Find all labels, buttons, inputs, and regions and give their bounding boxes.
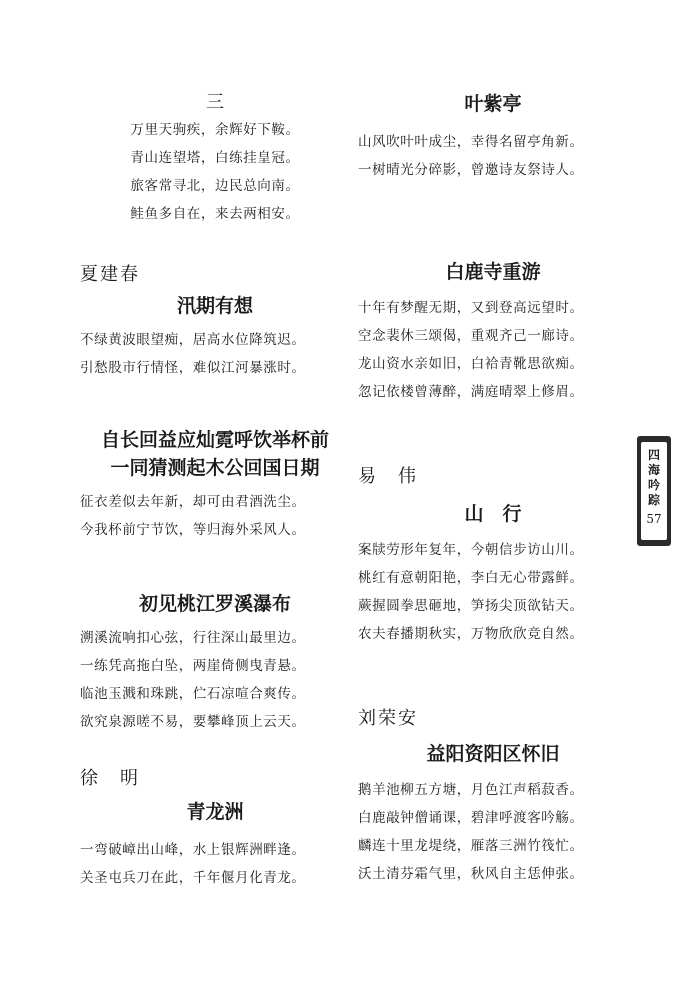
- poem-title: 三: [206, 92, 224, 113]
- poem-yezi: [358, 90, 628, 184]
- poem-line: 引愁股市行情怪，难似江河暴涨时。: [80, 360, 306, 376]
- author-name: 易 伟: [358, 466, 418, 487]
- poem-title-line: 自长回益应灿霓呼饮举杯前: [100, 429, 329, 451]
- poem-title: 山 行: [464, 503, 522, 525]
- poem-line: 农夫春播期秋实，万物欣欣竞自然。: [358, 626, 584, 642]
- poem-title: 青龙洲: [186, 801, 244, 823]
- poem-bailu: [358, 258, 628, 406]
- poem-line: 青山连望塔，白练挂皇冠。: [130, 150, 300, 166]
- poem-xunqi: [80, 292, 350, 382]
- poem-lines: [80, 326, 350, 382]
- poem-line: 空念裴休三颂偈，重观齐己一廊诗。: [358, 328, 584, 344]
- poem-lines: [358, 776, 628, 888]
- poem-line: 十年有梦醒无期，又到登高远望时。: [358, 300, 584, 316]
- poem-qinglong: [80, 798, 350, 892]
- section-side-tab: [637, 436, 671, 546]
- poem-line: 征衣差似去年新，却可由君酒洗尘。: [80, 494, 306, 510]
- poem-title: 汛期有想: [176, 295, 253, 317]
- poem-shanxing: [358, 500, 628, 648]
- author-name: 刘荣安: [358, 708, 418, 729]
- poem-line: 万里天驹疾，余辉好下鞍。: [130, 122, 300, 138]
- poem-lines: [358, 128, 628, 184]
- poem-yiyang: [358, 740, 628, 888]
- poem-title-line: 一同猜测起木公回国日期: [110, 457, 320, 479]
- author-name: 夏建春: [80, 264, 140, 285]
- poem-line: 不绿黄波眼望痴，居高水位降筑迟。: [80, 332, 306, 348]
- poem-line: 鲑鱼多自在，来去两相安。: [130, 206, 300, 222]
- poem-line: 一弯破嶂出山峰，水上银辉洲畔逢。: [80, 842, 306, 858]
- poem-line: 案牍劳形年复年，今朝信步访山川。: [358, 542, 584, 558]
- poem-line: 旅客常寻北，边民总向南。: [130, 178, 300, 194]
- poem-line: 临池玉溅和珠跳，伫石凉喧合爽传。: [80, 686, 306, 702]
- poem-lines: [80, 116, 350, 228]
- poem-line: 溯溪流响扣心弦，行往深山最里边。: [80, 630, 306, 646]
- author-name: 徐 明: [80, 768, 140, 789]
- poem-lines: [358, 294, 628, 406]
- poem-line: 麟连十里龙堤绕，雁落三洲竹筏忙。: [358, 838, 584, 854]
- page-number: 57: [646, 512, 662, 526]
- poem-line: 欲究泉源嗟不易，要攀峰顶上云天。: [80, 714, 306, 730]
- poem-line: 今我杯前宁节饮，等归海外采风人。: [80, 522, 306, 538]
- poem-lines: [80, 836, 350, 892]
- poem-ziyihui: [80, 426, 350, 544]
- poem-line: 忽记依楼曾薄醉，满庭晴翠上修眉。: [358, 384, 584, 400]
- poem-line: 沃土清芬霜气里，秋风自主恁伸张。: [358, 866, 584, 882]
- poem-title: 叶紫亭: [464, 93, 522, 115]
- poem-title: 益阳资阳区怀旧: [426, 743, 560, 765]
- side-tab-inner: [641, 442, 667, 540]
- poem-line: 一练凭高拖白坠，两崖倚侧曳青悬。: [80, 658, 306, 674]
- poem-line: 关圣屯兵刀在此，千年偃月化青龙。: [80, 870, 306, 886]
- poem-line: 蕨握圆拳思砸地，笋扬尖顶欲钻天。: [358, 598, 584, 614]
- poem-line: 桃红有意朝阳艳，李白无心带露鲜。: [358, 570, 584, 586]
- poem-title: 白鹿寺重游: [445, 261, 541, 283]
- poem-lines: [80, 488, 350, 544]
- poem-lines: [80, 624, 350, 736]
- poem-line: 白鹿敲钟僧诵课，碧津呼渡客吟觞。: [358, 810, 584, 826]
- section-label: 四海吟踪: [647, 448, 660, 507]
- poem-title: 初见桃江罗溪瀑布: [138, 593, 291, 615]
- poem-line: 山风吹叶叶成尘，幸得名留亭角新。: [358, 134, 584, 150]
- poem-line: 一树晴光分碎影，曾邀诗友祭诗人。: [358, 162, 584, 178]
- poem-three: [80, 90, 350, 228]
- poem-lines: [358, 536, 628, 648]
- poem-taojiang: [80, 590, 350, 736]
- poem-line: 龙山资水亲如旧，白袷青靴思欲痴。: [358, 356, 584, 372]
- poem-line: 鹅羊池柳五方塘，月色江声稻菽香。: [358, 782, 584, 798]
